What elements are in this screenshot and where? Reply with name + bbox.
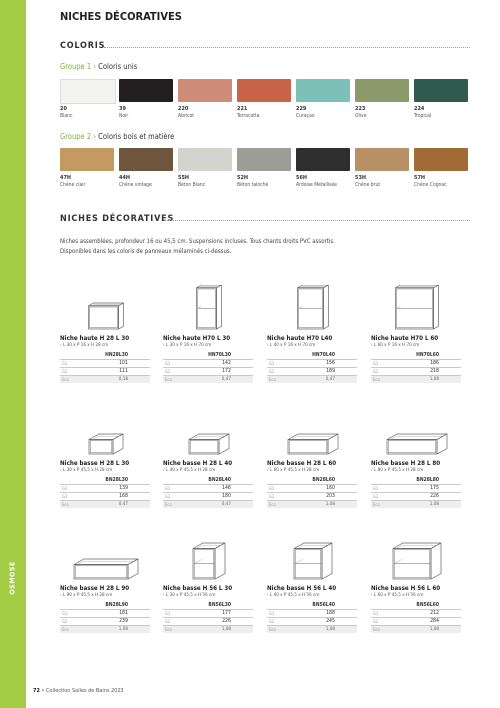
- price-row-eco: [267, 375, 357, 383]
- product-ref: HN70L30: [208, 352, 231, 358]
- footer-bullet: •: [41, 688, 45, 694]
- price-value: 175: [430, 485, 439, 491]
- price-row-g1: [267, 484, 357, 492]
- product-image: [163, 410, 255, 456]
- product-image: [163, 285, 255, 331]
- product-image: [371, 410, 463, 456]
- swatch-code: 224: [414, 106, 425, 112]
- product-dimensions: › L 90 x P 45,5 x H 28 cm: [60, 593, 113, 598]
- price-table: [163, 476, 253, 508]
- swatch-name: Chêne vintage: [119, 182, 152, 188]
- swatch-name: Chêne Cognac: [414, 182, 447, 188]
- product-name: Niche basse H 28 L 80: [371, 460, 441, 467]
- swatch-code: 57H: [414, 175, 426, 181]
- price-label: G2: [165, 619, 171, 624]
- price-table: [267, 476, 357, 508]
- swatch-name: Olive: [355, 113, 367, 119]
- price-row-eco: [371, 375, 461, 383]
- eco-value: 1,08: [118, 627, 128, 632]
- swatch-code: 39: [119, 106, 126, 112]
- price-row-g2: [60, 617, 150, 625]
- eco-label: Eco: [165, 377, 172, 382]
- product-ref: HN70L40: [312, 352, 335, 358]
- product-dimensions: › L 30 x P 45,5 x H 28 cm: [60, 468, 113, 473]
- price-value: 188: [326, 610, 335, 616]
- price-label: G1: [62, 611, 68, 616]
- price-label: G1: [62, 486, 68, 491]
- price-value: 146: [222, 485, 231, 491]
- product-image: [267, 285, 359, 331]
- price-label: G1: [62, 361, 68, 366]
- product-ref: BN28L80: [416, 477, 439, 483]
- price-value: 168: [119, 493, 128, 499]
- product-image: [60, 285, 152, 331]
- product-image: [267, 410, 359, 456]
- price-row-g1: [371, 609, 461, 617]
- swatch-name: Tropical: [414, 113, 432, 119]
- price-table: [371, 601, 461, 633]
- price-table: [163, 351, 253, 383]
- price-value: 177: [222, 610, 231, 616]
- price-row-g1: [60, 484, 150, 492]
- price-row-g2: [163, 617, 253, 625]
- price-row-eco: [267, 500, 357, 508]
- product-name: Niche basse H 56 L 30: [163, 585, 233, 592]
- page-title: NICHES DÉCORATIVES: [60, 10, 182, 23]
- product-dimensions: › L 30 x P 16 x H 28 cm: [60, 343, 109, 348]
- swatch-code: 53H: [355, 175, 367, 181]
- price-row-eco: [267, 625, 357, 633]
- eco-value: 0,47: [118, 502, 128, 507]
- swatch-name: Curaçao: [296, 113, 315, 119]
- eco-label: Eco: [269, 502, 276, 507]
- price-label: G1: [165, 486, 171, 491]
- color-swatch: [237, 79, 291, 102]
- product-ref: BN28L30: [105, 477, 128, 483]
- coloris-section-title: COLORIS: [60, 41, 106, 51]
- price-row-g2: [163, 367, 253, 375]
- price-label: G1: [373, 361, 379, 366]
- section-divider: [164, 220, 470, 221]
- product-dimensions: › L 80 x P 45,5 x H 28 cm: [371, 468, 424, 473]
- eco-value: 0,47: [221, 377, 231, 382]
- product-name: Niche haute H70 L40: [267, 335, 333, 342]
- price-table: [60, 601, 150, 633]
- eco-value: 0,47: [325, 377, 335, 382]
- product-image: [60, 535, 152, 581]
- eco-label: Eco: [165, 627, 172, 632]
- product-image: [163, 535, 255, 581]
- intro-line: Niches assemblées, profondeur 16 ou 45,5 cm. Suspensions incluses. Tous chants droits PVC assortis.: [60, 238, 335, 245]
- color-swatch: [60, 148, 114, 171]
- product-name: Niche haute H70 L 60: [371, 335, 439, 342]
- product-dimensions: › L 40 x P 45,5 x H 56 cm: [267, 593, 320, 598]
- price-row-eco: [163, 625, 253, 633]
- product-dimensions: › L 60 x P 16 x H 70 cm: [371, 343, 420, 348]
- price-value: 245: [326, 618, 335, 624]
- price-table: [163, 601, 253, 633]
- price-value: 218: [430, 368, 439, 374]
- price-value: 181: [119, 610, 128, 616]
- price-value: 284: [430, 618, 439, 624]
- price-label: G1: [165, 361, 171, 366]
- eco-label: Eco: [62, 502, 69, 507]
- price-table: [60, 476, 150, 508]
- price-value: 142: [222, 360, 231, 366]
- product-ref: BN28L40: [208, 477, 231, 483]
- price-value: 156: [326, 360, 335, 366]
- swatch-code: 44H: [119, 175, 131, 181]
- price-value: 180: [222, 493, 231, 499]
- swatch-name: Ardoise Métallisée: [296, 182, 338, 188]
- price-row-g1: [371, 359, 461, 367]
- product-ref: BN56L40: [312, 602, 335, 608]
- swatch-name: Chêne brut: [355, 182, 381, 188]
- price-label: G1: [165, 611, 171, 616]
- price-label: G2: [373, 619, 379, 624]
- product-image: [371, 285, 463, 331]
- price-row-eco: [371, 625, 461, 633]
- eco-label: Eco: [373, 377, 380, 382]
- price-row-g2: [267, 617, 357, 625]
- product-dimensions: › L 40 x P 45,5 x H 28 cm: [163, 468, 216, 473]
- price-row-eco: [60, 375, 150, 383]
- product-dimensions: › L 40 x P 16 x H 70 cm: [267, 343, 316, 348]
- price-label: G2: [373, 494, 379, 499]
- swatch-code: 55H: [178, 175, 190, 181]
- swatch-name: Noir: [119, 113, 129, 119]
- product-name: Niche basse H 28 L 30: [60, 460, 130, 467]
- price-row-g2: [60, 367, 150, 375]
- swatch-name: Béton taloché: [237, 182, 269, 188]
- product-name: Niche haute H 28 L 30: [60, 335, 130, 342]
- price-row-g1: [163, 484, 253, 492]
- price-row-g2: [371, 492, 461, 500]
- price-row-g1: [163, 609, 253, 617]
- eco-label: Eco: [269, 377, 276, 382]
- sidebar-brand-label: OSMOSE: [9, 561, 18, 595]
- eco-value: 1,08: [429, 627, 439, 632]
- color-swatch: [414, 79, 468, 102]
- eco-value: 1,08: [325, 627, 335, 632]
- price-label: G2: [373, 369, 379, 374]
- product-dimensions: › L 60 x P 45,5 x H 56 cm: [371, 593, 424, 598]
- product-ref: HN70L60: [416, 352, 439, 358]
- product-dimensions: › L 30 x P 16 x H 70 cm: [163, 343, 212, 348]
- price-row-eco: [60, 500, 150, 508]
- price-row-g1: [267, 359, 357, 367]
- price-value: 160: [326, 485, 335, 491]
- swatch-code: 223: [355, 106, 366, 112]
- price-value: 239: [119, 618, 128, 624]
- eco-label: Eco: [373, 502, 380, 507]
- price-label: G1: [269, 611, 275, 616]
- eco-value: 1,08: [221, 627, 231, 632]
- eco-value: 1,08: [429, 502, 439, 507]
- product-ref: BN56L30: [208, 602, 231, 608]
- product-image: [267, 535, 359, 581]
- price-value: 226: [222, 618, 231, 624]
- price-value: 226: [430, 493, 439, 499]
- price-row-g2: [60, 492, 150, 500]
- price-table: [60, 351, 150, 383]
- color-swatch: [178, 79, 232, 102]
- page-number: 72: [33, 688, 40, 694]
- price-table: [267, 351, 357, 383]
- price-row-eco: [60, 625, 150, 633]
- price-label: G2: [62, 369, 68, 374]
- color-swatch: [119, 148, 173, 171]
- eco-value: 0,18: [118, 377, 128, 382]
- color-swatch: [60, 79, 116, 104]
- price-label: G2: [269, 494, 275, 499]
- swatch-code: 229: [296, 106, 307, 112]
- swatch-code: 47H: [60, 175, 72, 181]
- eco-label: Eco: [269, 627, 276, 632]
- price-label: G2: [269, 369, 275, 374]
- price-table: [267, 601, 357, 633]
- price-label: G2: [62, 619, 68, 624]
- swatch-name: Abricot: [178, 113, 195, 119]
- product-ref: HN28L30: [105, 352, 128, 358]
- price-label: G2: [165, 369, 171, 374]
- product-name: Niche basse H 28 L 40: [163, 460, 233, 467]
- niches-section-title: NICHES DÉCORATIVES: [60, 214, 175, 224]
- product-ref: BN28L90: [105, 602, 128, 608]
- eco-label: Eco: [62, 627, 69, 632]
- price-value: 212: [430, 610, 439, 616]
- price-row-g2: [267, 492, 357, 500]
- swatch-name: Terracotta: [237, 113, 260, 119]
- price-table: [371, 351, 461, 383]
- group1-title: Groupe 1 › Coloris unis: [60, 62, 138, 71]
- intro-line: Disponibles dans les coloris de panneaux mélaminés ci-dessus.: [60, 248, 232, 255]
- price-label: G1: [373, 611, 379, 616]
- price-row-eco: [371, 500, 461, 508]
- swatch-code: 220: [178, 106, 189, 112]
- price-row-g2: [267, 367, 357, 375]
- price-value: 101: [119, 360, 128, 366]
- color-swatch: [296, 148, 350, 171]
- color-swatch: [237, 148, 291, 171]
- price-value: 172: [222, 368, 231, 374]
- color-swatch: [119, 79, 173, 102]
- swatch-name: Blanc: [60, 113, 73, 119]
- eco-value: 1,08: [325, 502, 335, 507]
- product-name: Niche basse H 56 L 40: [267, 585, 337, 592]
- price-value: 111: [119, 368, 128, 374]
- swatch-name: Béton Blanc: [178, 182, 206, 188]
- footer-collection: Collection Salles de Bains 2023: [45, 688, 124, 694]
- section-divider: [104, 47, 470, 48]
- price-row-g2: [163, 492, 253, 500]
- price-row-eco: [163, 500, 253, 508]
- price-label: G2: [269, 619, 275, 624]
- swatch-code: 56H: [296, 175, 308, 181]
- price-label: G2: [165, 494, 171, 499]
- price-table: [371, 476, 461, 508]
- product-image: [371, 535, 463, 581]
- group2-title: Groupe 2 › Coloris bois et matière: [60, 132, 175, 141]
- eco-label: Eco: [373, 627, 380, 632]
- price-label: G1: [373, 486, 379, 491]
- swatch-code: 221: [237, 106, 248, 112]
- eco-value: 0,47: [221, 502, 231, 507]
- price-row-g2: [371, 617, 461, 625]
- price-row-g1: [371, 484, 461, 492]
- price-row-g2: [371, 367, 461, 375]
- price-row-g1: [60, 609, 150, 617]
- swatch-name: Chêne clair: [60, 182, 86, 188]
- price-row-eco: [163, 375, 253, 383]
- product-name: Niche basse H 56 L 60: [371, 585, 441, 592]
- eco-label: Eco: [165, 502, 172, 507]
- price-row-g1: [163, 359, 253, 367]
- product-dimensions: › L 30 x P 45,5 x H 56 cm: [163, 593, 216, 598]
- price-label: G1: [269, 486, 275, 491]
- swatch-code: 20: [60, 106, 67, 112]
- price-row-g1: [60, 359, 150, 367]
- swatch-code: 52H: [237, 175, 249, 181]
- eco-label: Eco: [62, 377, 69, 382]
- color-swatch: [355, 148, 409, 171]
- price-label: G1: [269, 361, 275, 366]
- price-label: G2: [62, 494, 68, 499]
- price-row-g1: [267, 609, 357, 617]
- product-name: Niche haute H70 L 30: [163, 335, 231, 342]
- price-value: 189: [326, 368, 335, 374]
- color-swatch: [355, 79, 409, 102]
- price-value: 186: [430, 360, 439, 366]
- product-image: [60, 410, 152, 456]
- price-value: 203: [326, 493, 335, 499]
- product-name: Niche basse H 28 L 90: [60, 585, 130, 592]
- price-value: 139: [119, 485, 128, 491]
- color-swatch: [178, 148, 232, 171]
- product-ref: BN28L60: [312, 477, 335, 483]
- color-swatch: [414, 148, 468, 171]
- eco-value: 1,08: [429, 377, 439, 382]
- product-ref: BN56L60: [416, 602, 439, 608]
- color-swatch: [296, 79, 350, 102]
- product-dimensions: › L 60 x P 45,5 x H 28 cm: [267, 468, 320, 473]
- product-name: Niche basse H 28 L 60: [267, 460, 337, 467]
- page-footer: [33, 688, 124, 694]
